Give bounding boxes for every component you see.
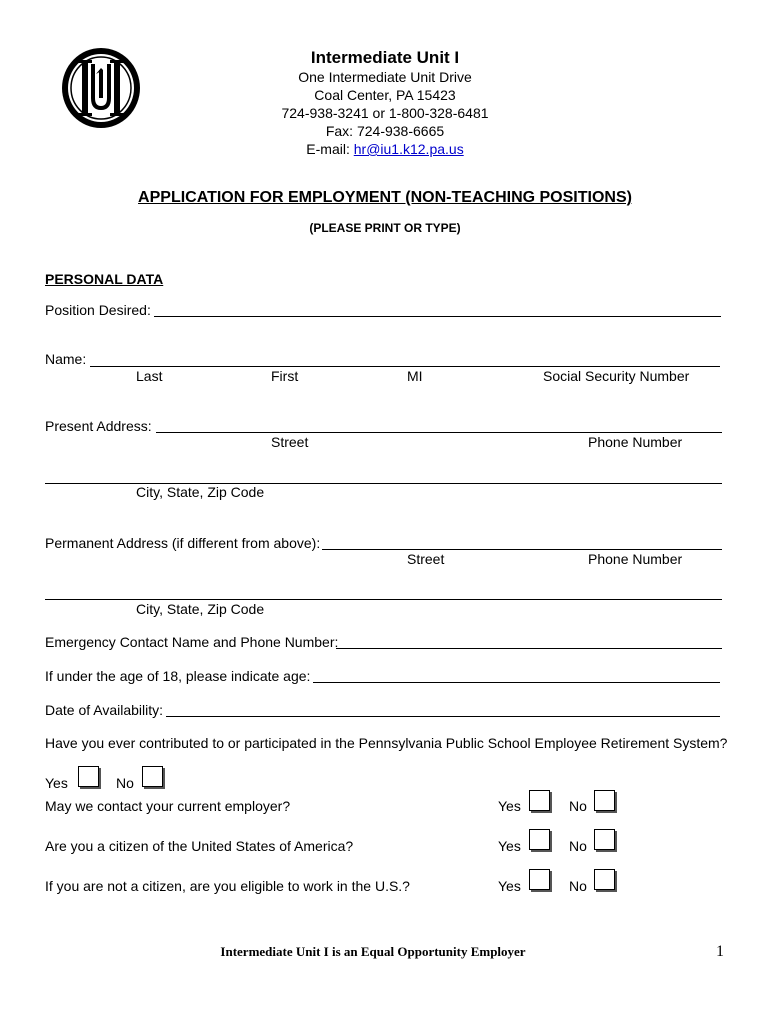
citizen-yes-label: Yes — [498, 838, 521, 854]
contact-employer-no-label: No — [569, 798, 587, 814]
psers-no-checkbox[interactable] — [142, 766, 163, 787]
permanent-street-caption: Street — [407, 551, 445, 567]
permanent-city-caption: City, State, Zip Code — [136, 601, 265, 617]
under-18-label: If under the age of 18, please indicate age: — [45, 668, 311, 684]
org-name: Intermediate Unit I — [310, 48, 460, 67]
eligible-yes-checkbox[interactable] — [529, 869, 550, 890]
position-desired-label: Position Desired: — [45, 302, 151, 318]
phone-line: 724-938-3241 or 1-800-328-6481 — [281, 105, 489, 121]
psers-no-label: No — [116, 775, 134, 791]
emergency-contact-field[interactable] — [336, 648, 722, 649]
permanent-city-field[interactable] — [45, 599, 722, 600]
form-title: APPLICATION FOR EMPLOYMENT (NON-TEACHING POSITIONS) — [138, 189, 632, 206]
email-label: E-mail: — [306, 141, 354, 157]
availability-label: Date of Availability: — [45, 702, 164, 718]
eligible-no-label: No — [569, 878, 587, 894]
availability-field[interactable] — [166, 716, 720, 717]
psers-question: Have you ever contributed to or participated in the Pennsylvania Public School Employee Retirement System? — [45, 735, 728, 751]
permanent-address-field[interactable] — [322, 549, 722, 550]
address-line-2: Coal Center, PA 15423 — [314, 87, 456, 103]
contact-employer-no-checkbox[interactable] — [594, 790, 615, 811]
name-field[interactable] — [90, 366, 720, 367]
section-personal-data: PERSONAL DATA — [45, 271, 164, 287]
citizen-yes-checkbox[interactable] — [529, 829, 550, 850]
position-desired-field[interactable] — [154, 316, 721, 317]
present-street-caption: Street — [271, 434, 309, 450]
present-phone-caption: Phone Number — [588, 434, 683, 450]
name-mi-caption: MI — [407, 368, 423, 384]
ssn-caption: Social Security Number — [543, 368, 690, 384]
name-last-caption: Last — [136, 368, 163, 384]
permanent-address-label: Permanent Address (if different from above): — [45, 535, 321, 551]
eligible-yes-label: Yes — [498, 878, 521, 894]
email-line — [306, 140, 463, 158]
present-address-field[interactable] — [156, 432, 722, 433]
eeo-statement: Intermediate Unit I is an Equal Opportunity Employer — [220, 944, 526, 959]
under-18-field[interactable] — [313, 682, 720, 683]
present-address-label: Present Address: — [45, 418, 152, 434]
contact-employer-yes-label: Yes — [498, 798, 521, 814]
eligible-question: If you are not a citizen, are you eligible to work in the U.S.? — [45, 878, 410, 894]
present-city-caption: City, State, Zip Code — [136, 484, 265, 500]
citizen-no-label: No — [569, 838, 587, 854]
citizen-question: Are you a citizen of the United States of America? — [45, 838, 354, 854]
psers-yes-label: Yes — [45, 775, 68, 791]
citizen-no-checkbox[interactable] — [594, 829, 615, 850]
psers-yes-checkbox[interactable] — [78, 766, 99, 787]
name-label: Name: — [45, 351, 87, 367]
contact-employer-yes-checkbox[interactable] — [529, 790, 550, 811]
name-first-caption: First — [271, 368, 299, 384]
contact-employer-question: May we contact your current employer? — [45, 798, 291, 814]
iu1-logo — [60, 46, 142, 130]
fax-line: Fax: 724-938-6665 — [325, 123, 445, 139]
email-link[interactable]: hr@iu1.k12.pa.us — [353, 141, 464, 157]
address-line-1: One Intermediate Unit Drive — [298, 69, 472, 85]
emergency-contact-label: Emergency Contact Name and Phone Number: — [45, 634, 339, 650]
permanent-phone-caption: Phone Number — [588, 551, 683, 567]
form-subtitle: (PLEASE PRINT OR TYPE) — [309, 221, 461, 235]
eligible-no-checkbox[interactable] — [594, 869, 615, 890]
page-number: 1 — [716, 943, 724, 960]
